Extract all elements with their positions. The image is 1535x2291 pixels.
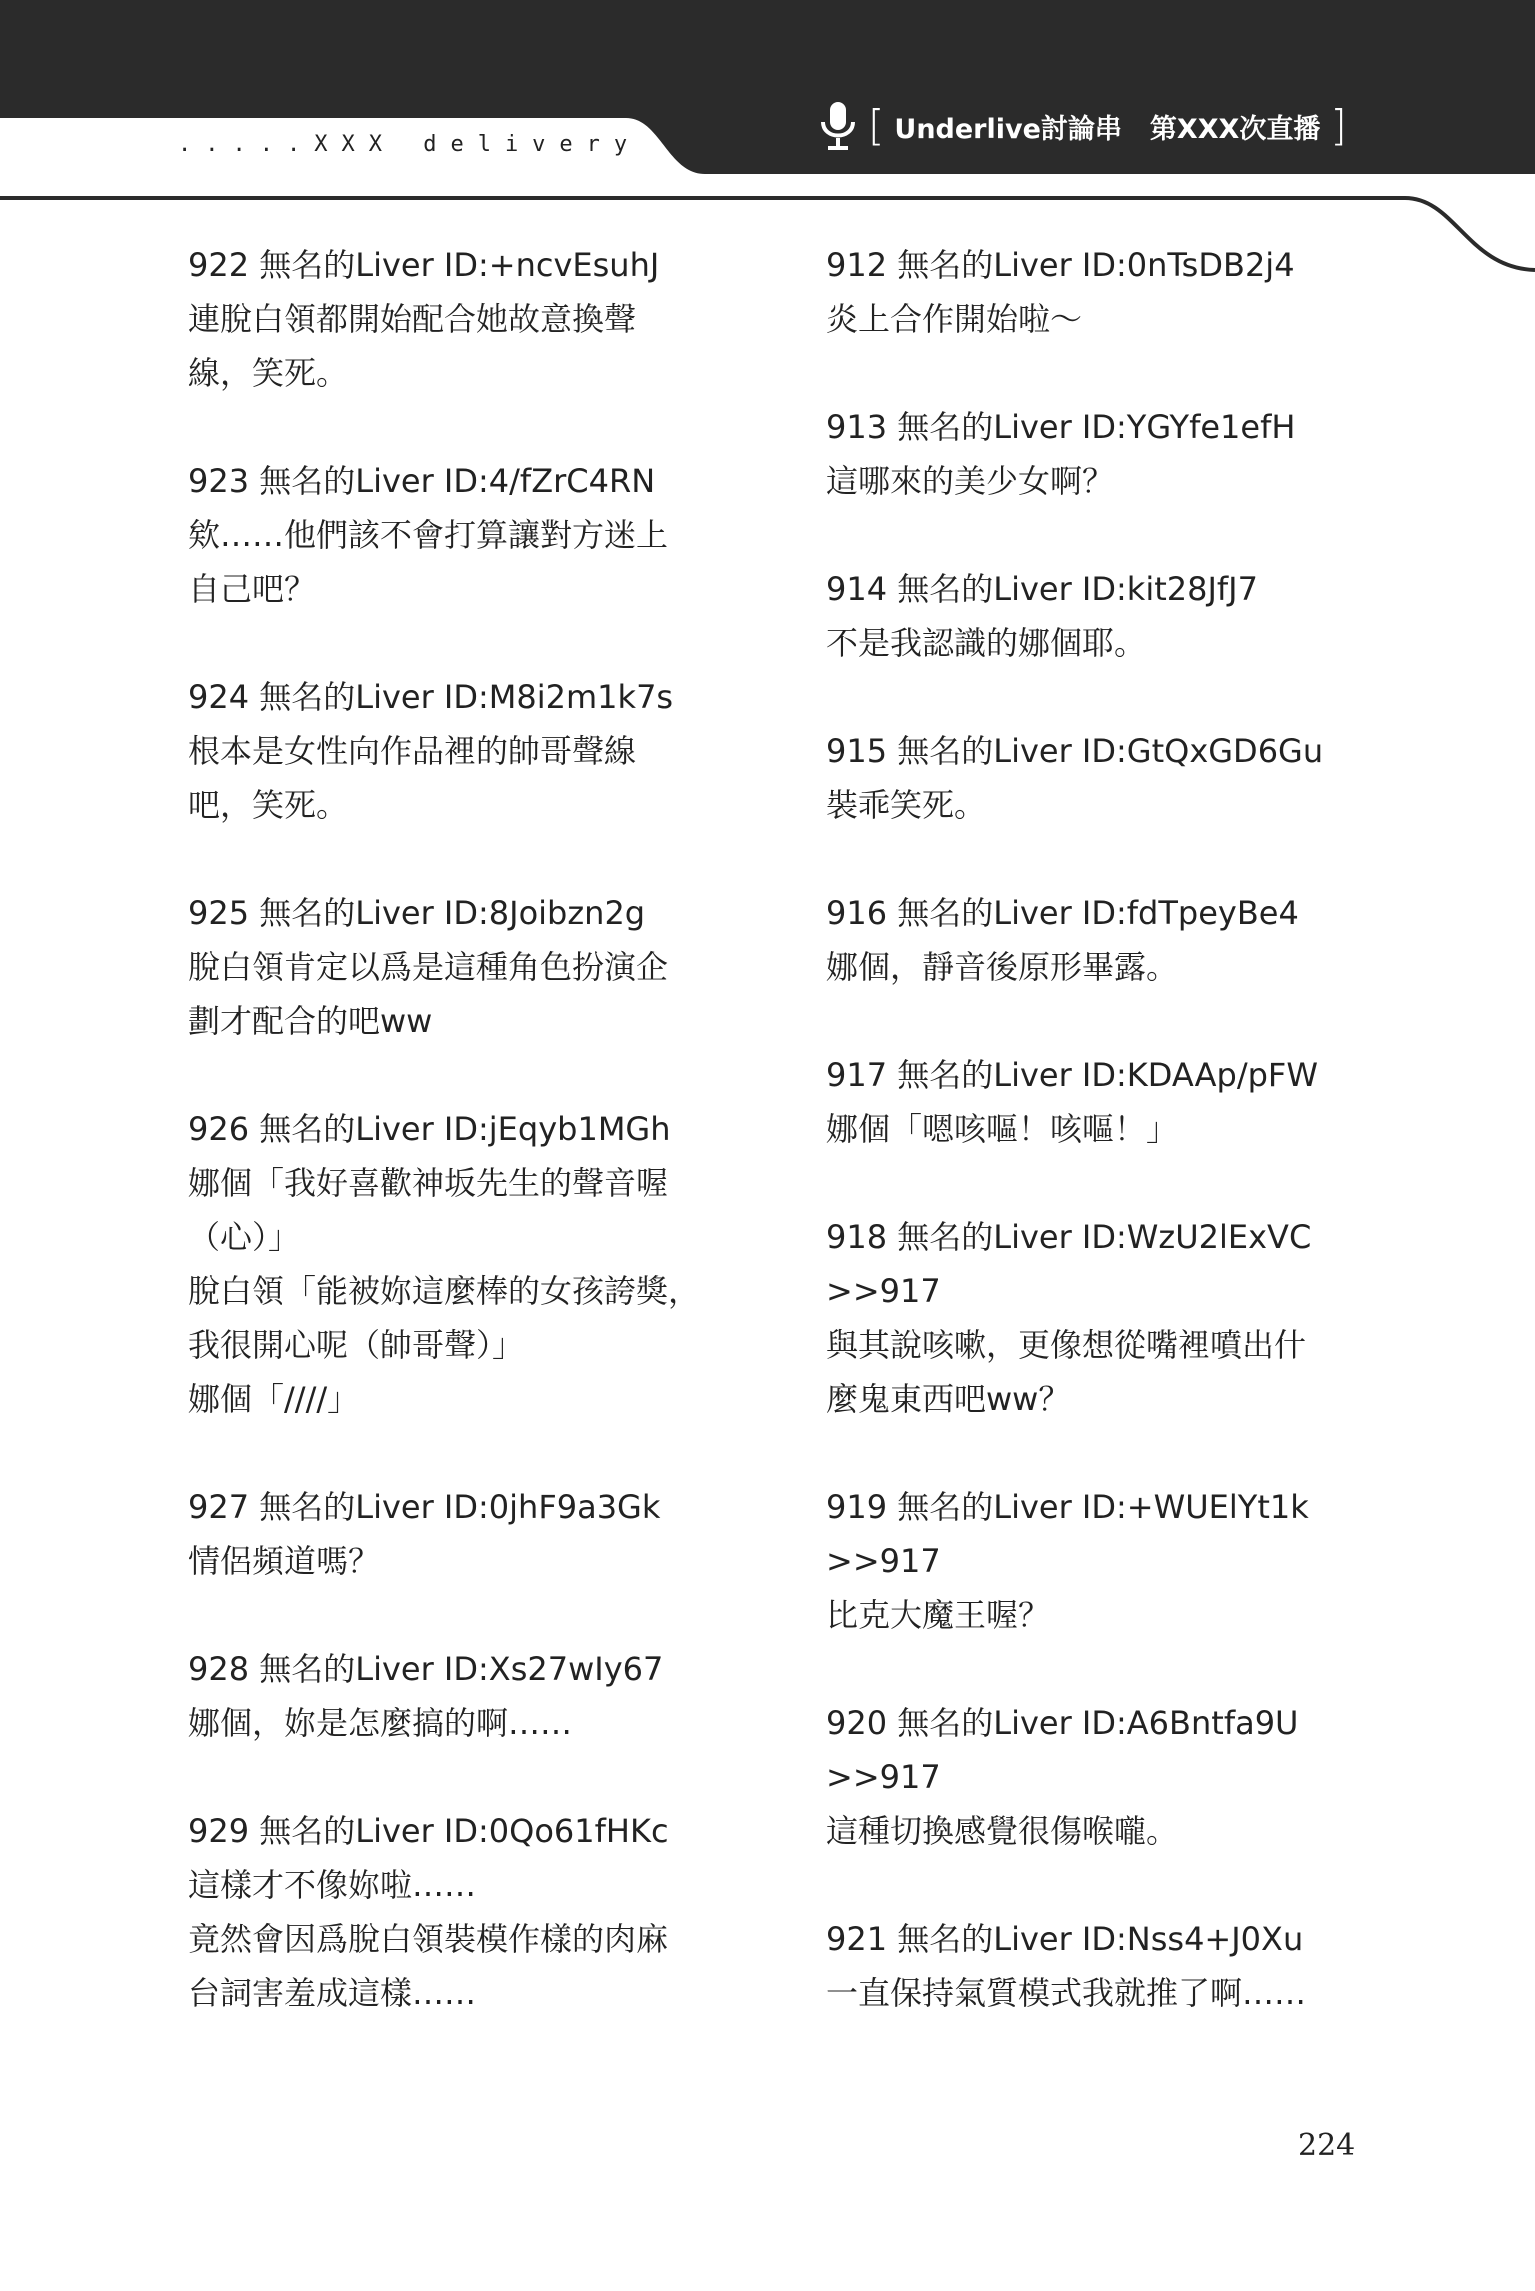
right-column <box>826 238 1366 2074</box>
header-title: Underlive討論串 <box>894 113 1122 145</box>
post-line: 吧，笑死。 <box>188 786 349 824</box>
post-header: 914 無名的Liver ID:kit28JfJ7 <box>826 570 1258 608</box>
post-912 <box>826 238 1366 346</box>
bracket-close: ] <box>1330 101 1347 150</box>
post-line: >>917 <box>826 1272 941 1310</box>
post-header: 915 無名的Liver ID:GtQxGD6Gu <box>826 732 1324 770</box>
post-921 <box>826 1912 1366 2020</box>
post-line: 竟然會因爲脫白領裝模作樣的肉麻 <box>188 1920 669 1958</box>
post-913 <box>826 400 1366 508</box>
post-header: 919 無名的Liver ID:+WUElYt1k <box>826 1488 1309 1526</box>
post-line: 脫白領肯定以爲是這種角色扮演企 <box>188 948 669 986</box>
post-917 <box>826 1048 1366 1156</box>
post-line: 我很開心呢（帥哥聲）」 <box>188 1326 525 1364</box>
post-926 <box>188 1102 728 1426</box>
post-line: >>917 <box>826 1542 941 1580</box>
post-header: 925 無名的Liver ID:8Joibzn2g <box>188 894 646 932</box>
header-left-text: .....XXX delivery <box>178 132 642 157</box>
post-line: 這種切換感覺很傷喉嚨。 <box>826 1812 1179 1850</box>
left-column <box>188 238 728 2074</box>
post-919 <box>826 1480 1366 1642</box>
post-line: 連脫白領都開始配合她故意換聲 <box>188 300 637 338</box>
post-915 <box>826 724 1366 832</box>
post-line: 娜個「我好喜歡神坂先生的聲音喔 <box>188 1164 669 1202</box>
post-923 <box>188 454 728 616</box>
header-right <box>818 98 1347 154</box>
post-header: 920 無名的Liver ID:A6Bntfa9U <box>826 1704 1299 1742</box>
post-914 <box>826 562 1366 670</box>
post-line: 欸……他們該不會打算讓對方迷上 <box>188 516 669 554</box>
post-929 <box>188 1804 728 2020</box>
post-header: 913 無名的Liver ID:YGYfe1efH <box>826 408 1296 446</box>
post-line: 娜個，靜音後原形畢露。 <box>826 948 1179 986</box>
bracket-open: [ <box>868 101 885 150</box>
post-918 <box>826 1210 1366 1426</box>
post-header: 923 無名的Liver ID:4/fZrC4RN <box>188 462 656 500</box>
post-line: 根本是女性向作品裡的帥哥聲線 <box>188 732 637 770</box>
post-928 <box>188 1642 728 1750</box>
post-line: 台詞害羞成這樣…… <box>188 1974 477 2012</box>
post-line: 娜個，妳是怎麼搞的啊…… <box>188 1704 573 1742</box>
microphone-icon <box>818 100 858 152</box>
post-header: 927 無名的Liver ID:0jhF9a3Gk <box>188 1488 661 1526</box>
post-header: 921 無名的Liver ID:Nss4+J0Xu <box>826 1920 1304 1958</box>
post-header: 917 無名的Liver ID:KDAAp/pFW <box>826 1056 1318 1094</box>
post-line: 自己吧？ <box>188 570 317 608</box>
post-line: 與其說咳嗽，更像想從嘴裡噴出什 <box>826 1326 1307 1364</box>
post-line: 娜個「////」 <box>188 1380 360 1418</box>
post-line: 情侶頻道嗎？ <box>188 1542 381 1580</box>
header-episode: 第XXX次直播 <box>1149 113 1321 145</box>
page-number: 224 <box>1298 2128 1356 2163</box>
post-line: 這樣才不像妳啦…… <box>188 1866 477 1904</box>
post-header: 922 無名的Liver ID:+ncvEsuhJ <box>188 246 660 284</box>
post-header: 912 無名的Liver ID:0nTsDB2j4 <box>826 246 1295 284</box>
post-916 <box>826 886 1366 994</box>
post-line: >>917 <box>826 1758 941 1796</box>
post-line: 不是我認識的娜個耶。 <box>826 624 1147 662</box>
post-920 <box>826 1696 1366 1858</box>
post-line: 比克大魔王喔？ <box>826 1596 1051 1634</box>
post-line: 這哪來的美少女啊？ <box>826 462 1115 500</box>
post-line: 一直保持氣質模式我就推了啊…… <box>826 1974 1307 2012</box>
post-header: 926 無名的Liver ID:jEqyb1MGh <box>188 1110 671 1148</box>
post-line: 脫白領「能被妳這麼棒的女孩誇獎， <box>188 1272 701 1310</box>
post-922 <box>188 238 728 400</box>
post-line: 麼鬼東西吧ww？ <box>826 1380 1071 1418</box>
post-header: 918 無名的Liver ID:WzU2lExVC <box>826 1218 1312 1256</box>
post-header: 929 無名的Liver ID:0Qo61fHKc <box>188 1812 669 1850</box>
post-925 <box>188 886 728 1048</box>
post-line: 炎上合作開始啦～ <box>826 300 1083 338</box>
post-line: 線，笑死。 <box>188 354 349 392</box>
post-line: 娜個「嗯咳嘔！咳嘔！」 <box>826 1110 1179 1148</box>
post-927 <box>188 1480 728 1588</box>
post-header: 916 無名的Liver ID:fdTpeyBe4 <box>826 894 1299 932</box>
post-header: 924 無名的Liver ID:M8i2m1k7s <box>188 678 674 716</box>
post-header: 928 無名的Liver ID:Xs27wIy67 <box>188 1650 664 1688</box>
post-line: 裝乖笑死。 <box>826 786 987 824</box>
post-line: （心）」 <box>188 1218 301 1256</box>
post-line: 劃才配合的吧ww <box>188 1002 433 1040</box>
post-924 <box>188 670 728 832</box>
